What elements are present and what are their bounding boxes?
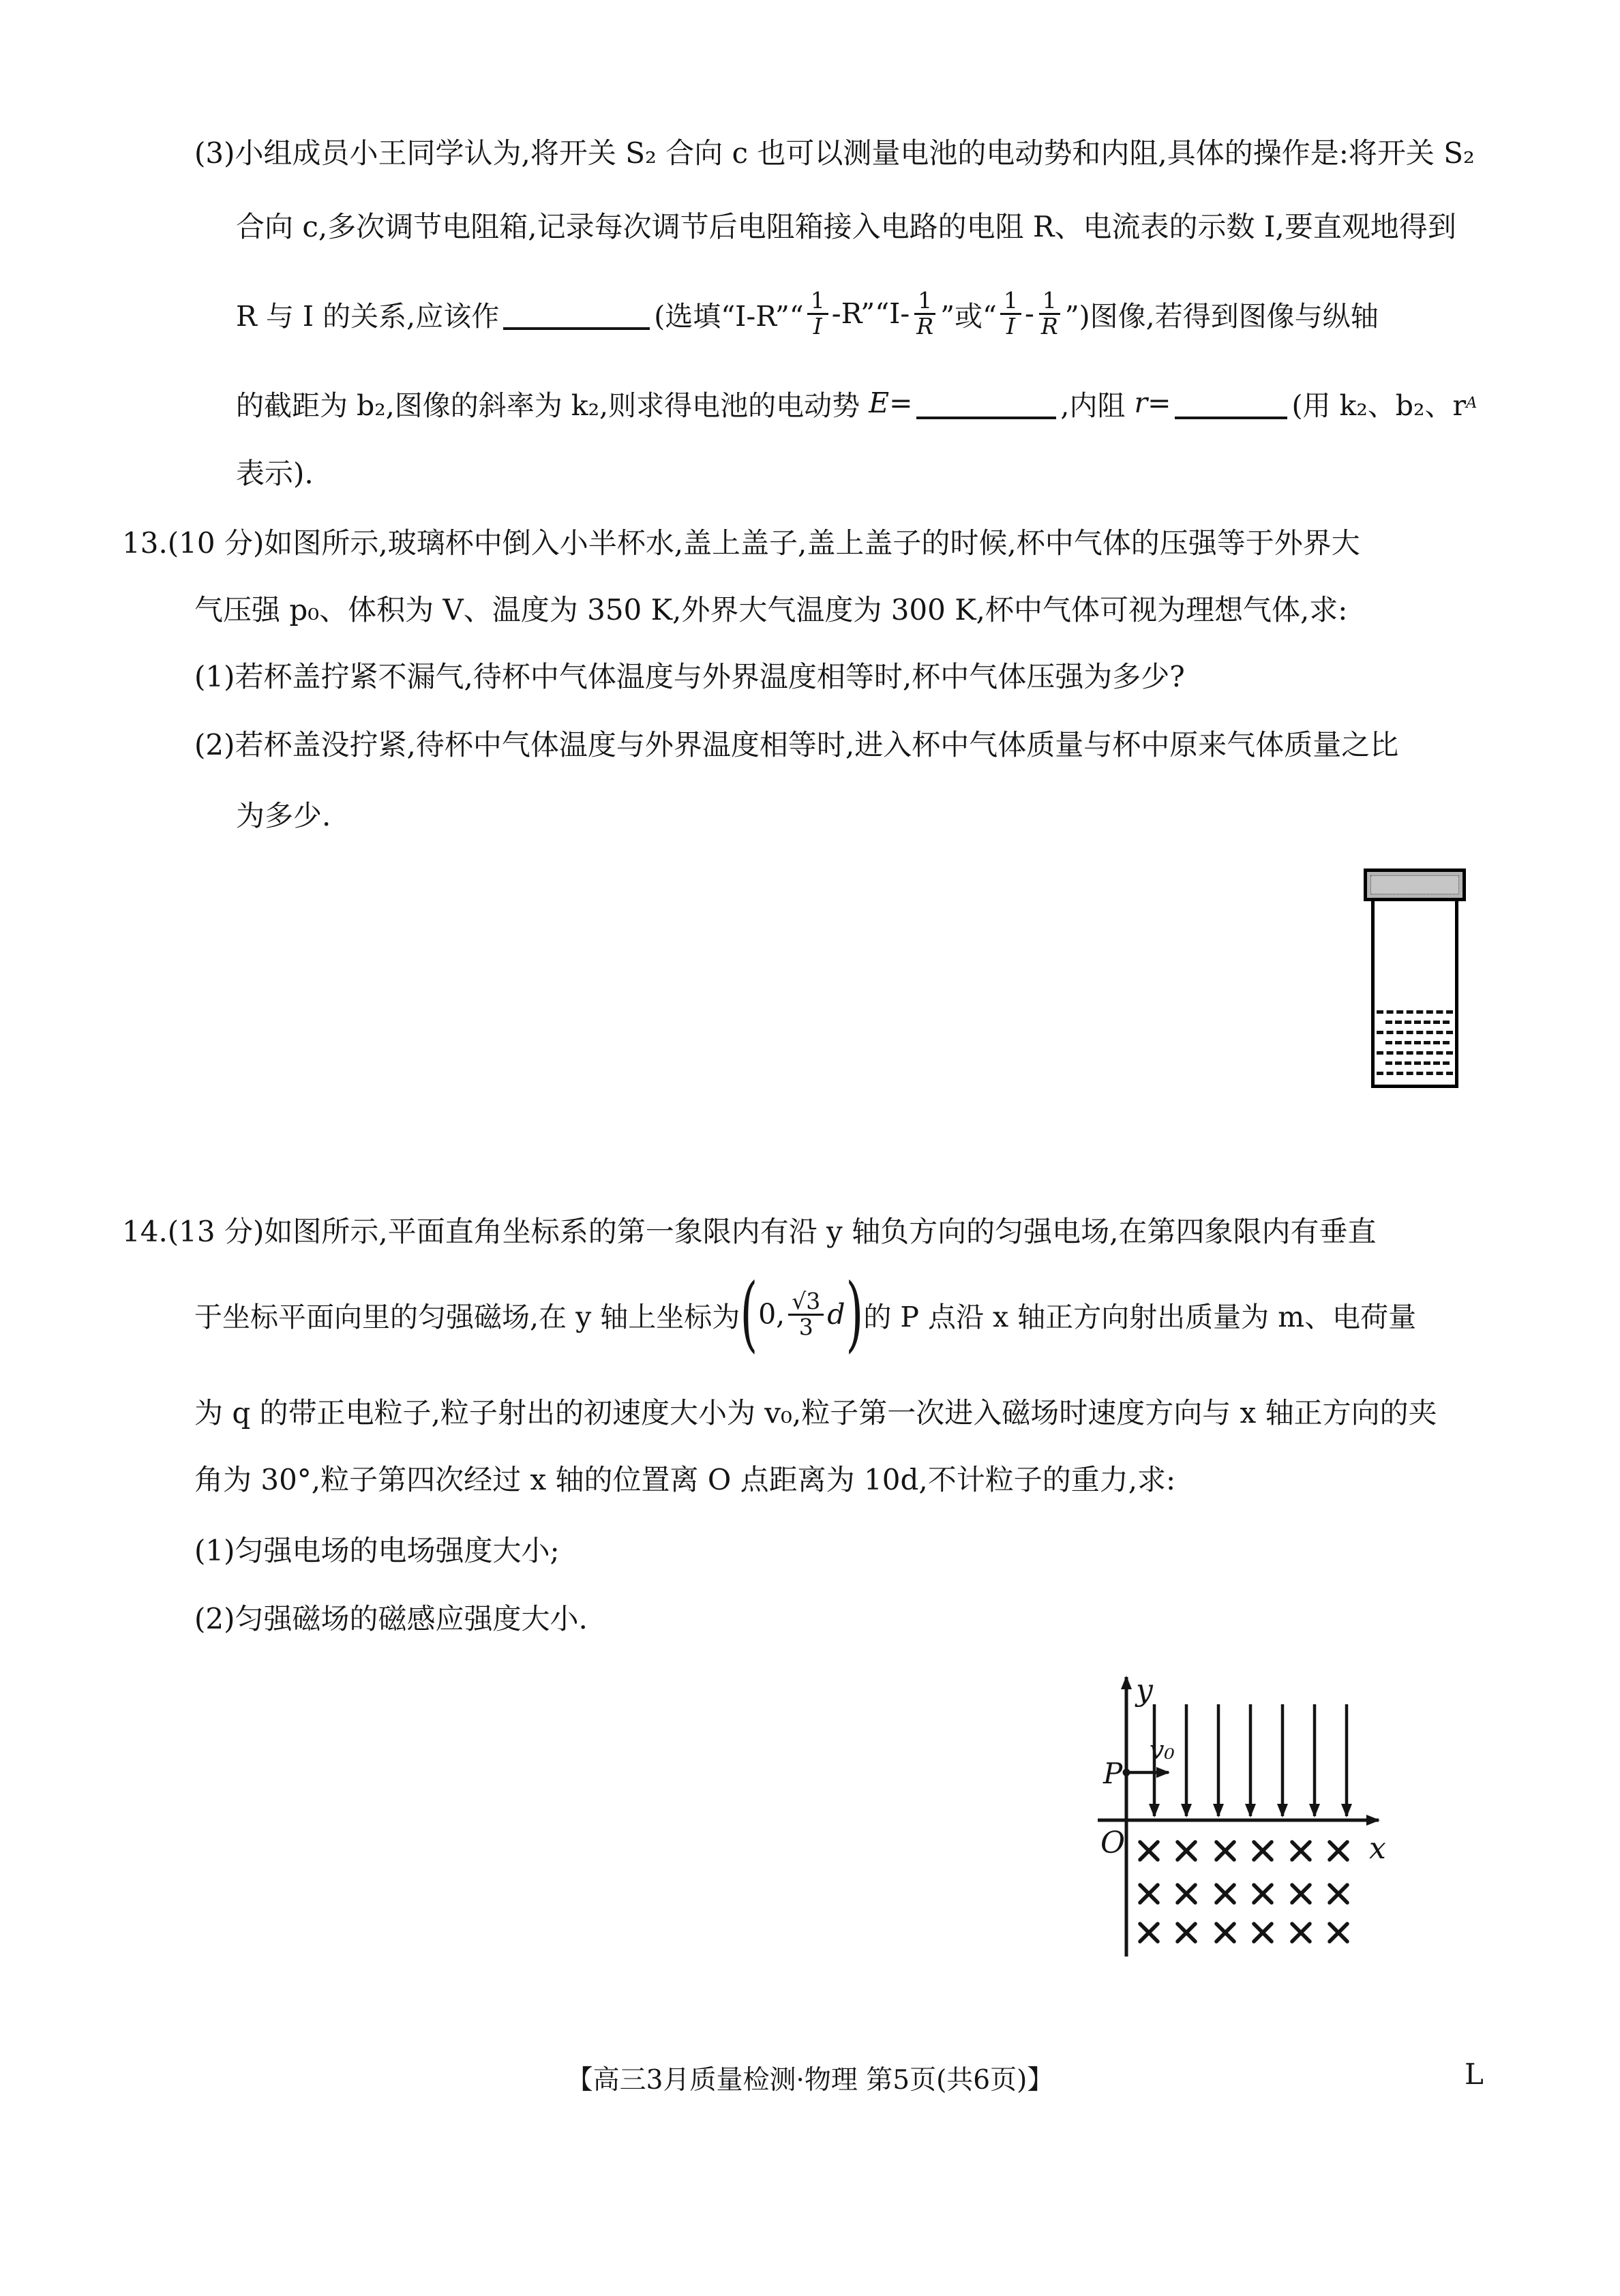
q12-3-line3-c: -R”“I- bbox=[831, 297, 910, 330]
var-E: E bbox=[869, 387, 890, 419]
q12-3-line4 bbox=[236, 379, 1477, 427]
cup-figure bbox=[1364, 868, 1467, 1088]
q12-3-line3-d: ”或“ bbox=[940, 299, 997, 333]
answer-blank-emf bbox=[916, 387, 1056, 419]
q14-line1: 14.(13 分)如图所示,平面直角坐标系的第一象限内有沿 y 轴负方向的匀强电场,在第四象限内有垂直 bbox=[122, 1215, 1377, 1248]
q12-3-line1: (3)小组成员小王同学认为,将开关 S₂ 合向 c 也可以测量电池的电动势和内阻,具体的操作是:将开关 S₂ bbox=[194, 136, 1475, 170]
fraction-1-over-I: $\frac{1}{I}$ bbox=[807, 289, 828, 338]
open-paren: ( bbox=[740, 1267, 758, 1361]
q12-3-line3-e: - bbox=[1025, 297, 1034, 330]
q13-sub2: (2)若杯盖没拧紧,待杯中气体温度与外界温度相等时,进入杯中气体质量与杯中原来气体质量之比 bbox=[194, 728, 1399, 761]
electric-field-arrows bbox=[1154, 1704, 1347, 1816]
magnetic-field-crosses bbox=[1140, 1842, 1347, 1942]
q13-sub2-cont: 为多少. bbox=[236, 799, 331, 832]
coordinate-zero: 0, bbox=[758, 1298, 785, 1331]
y-axis-label: y bbox=[1136, 1673, 1153, 1708]
q12-3-line5: 表示). bbox=[236, 457, 314, 490]
footer-mark-L: L bbox=[1465, 2057, 1484, 2091]
x-axis-label: x bbox=[1369, 1831, 1386, 1866]
close-paren: ) bbox=[845, 1267, 863, 1361]
origin-label: O bbox=[1100, 1826, 1126, 1860]
equals-sign: = bbox=[889, 387, 913, 419]
var-rA-subscript: A bbox=[1466, 394, 1478, 412]
q14-sub2: (2)匀强磁场的磁感应强度大小. bbox=[194, 1602, 588, 1635]
cup-lid-inner bbox=[1370, 875, 1459, 894]
cup-lid bbox=[1364, 868, 1466, 901]
q13-line1: 13.(10 分)如图所示,玻璃杯中倒入小半杯水,盖上盖子,盖上盖子的时候,杯中气体的压强等于外界大 bbox=[122, 526, 1360, 560]
q12-3-line4-c: (用 k₂、b₂、r bbox=[1291, 389, 1467, 422]
q13-sub1: (1)若杯盖拧紧不漏气,待杯中气体温度与外界温度相等时,杯中气体压强为多少? bbox=[194, 660, 1185, 693]
answer-blank-graph-choice bbox=[503, 297, 650, 329]
q14-line3: 为 q 的带正电粒子,粒子射出的初速度大小为 v₀,粒子第一次进入磁场时速度方向与 x 轴正方向的夹 bbox=[194, 1396, 1437, 1430]
v0-label: v₀ bbox=[1150, 1735, 1175, 1765]
equals-sign: = bbox=[1148, 387, 1171, 419]
fraction-1-over-R: $\frac{1}{R}$ bbox=[913, 289, 937, 338]
q14-line2-b: 的 P 点沿 x 轴正方向射出质量为 m、电荷量 bbox=[863, 1300, 1417, 1333]
q14-line2-a: 于坐标平面向里的匀强磁场,在 y 轴上坐标为 bbox=[194, 1300, 740, 1333]
coordinate-field-diagram bbox=[1077, 1650, 1432, 1970]
q12-3-line4-b: ,内阻 bbox=[1060, 389, 1135, 422]
var-r: r bbox=[1134, 387, 1148, 419]
cup-body bbox=[1371, 900, 1458, 1088]
fraction-sqrt3-over-3: $\frac{√3}{3}$ bbox=[788, 1290, 824, 1339]
water-dashed-lines bbox=[1377, 1010, 1453, 1083]
q12-3-line4-a: 的截距为 b₂,图像的斜率为 k₂,则求得电池的电动势 bbox=[236, 389, 869, 422]
q12-3-line3-a: R 与 I 的关系,应该作 bbox=[236, 299, 500, 333]
q12-3-line3 bbox=[236, 278, 1379, 349]
q12-3-line3-f: ”)图像,若得到图像与纵轴 bbox=[1064, 299, 1379, 333]
var-d: d bbox=[827, 1298, 845, 1331]
page-footer: 【高三3月质量检测·物理 第5页(共6页)】 bbox=[566, 2065, 1054, 2096]
answer-blank-internal-resistance bbox=[1175, 387, 1287, 419]
q14-sub1: (1)匀强电场的电场强度大小; bbox=[194, 1534, 560, 1567]
q13-line2: 气压强 p₀、体积为 V、温度为 350 K,外界大气温度为 300 K,杯中气体可视为理想气体,求: bbox=[194, 593, 1348, 626]
q12-3-line2: 合向 c,多次调节电阻箱,记录每次调节后电阻箱接入电路的电阻 R、电流表的示数 I,要直观地得到 bbox=[236, 210, 1456, 243]
point-P-label: P bbox=[1103, 1757, 1123, 1790]
q12-3-line3-b: (选填“I-R”“ bbox=[654, 299, 804, 333]
q14-line2 bbox=[194, 1267, 1416, 1362]
fraction-1-over-I: $\frac{1}{I}$ bbox=[1000, 289, 1021, 338]
q14-line4: 角为 30°,粒子第四次经过 x 轴的位置离 O 点距离为 10d,不计粒子的重力,求: bbox=[194, 1463, 1176, 1496]
fraction-1-over-R: $\frac{1}{R}$ bbox=[1038, 289, 1062, 338]
